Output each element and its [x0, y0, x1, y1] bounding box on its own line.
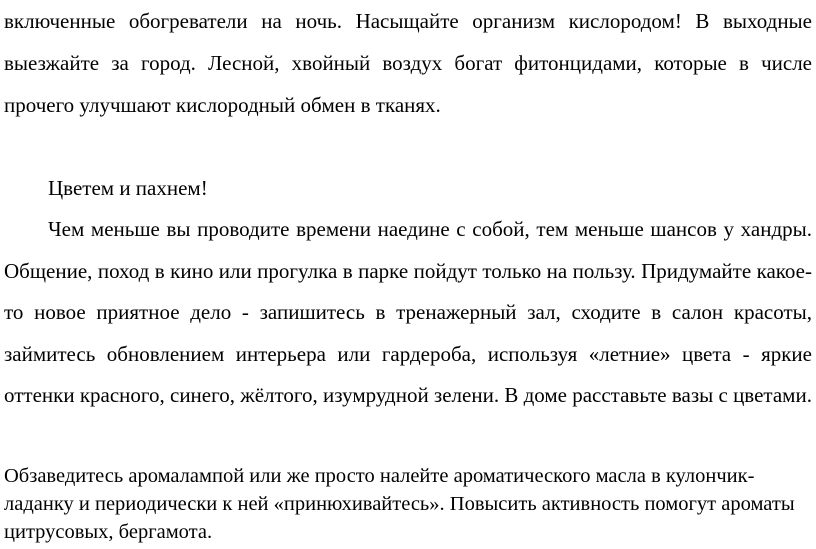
paragraph-aroma-advice: Обзаведитесь аромалампой или же просто налейте ароматического масла в кулончик-ладанку и периодически к ней «принюхивайтесь». Повысить активность помогут ароматы цитрусовых, бергамота. [4, 465, 795, 543]
paragraph-oxygen-advice: включенные обогреватели на ночь. Насыщайте организм кислородом! В выходные выезжайте за город. Лесной, хвойный воздух богат фитонцидами, которые в числе прочего улучшают кислородный обмен в тканях. [4, 9, 812, 117]
paragraph-activities-advice: Чем меньше вы проводите времени наедине с собой, тем меньше шансов у хандры. Общение, поход в кино или прогулка в парке пойдут только на пользу. Придумайте какое-то новое приятное дело - запишитесь в тренажерный зал, сходите в салон красоты, займитесь обновлением интерьера или гардероба, используя «летние» цвета - яркие оттенки красного, синего, жёлтого, изумрудной зелени. В доме расставьте вазы с цветами. [4, 217, 812, 407]
section-heading: Цветем и пахнем! [48, 176, 208, 200]
